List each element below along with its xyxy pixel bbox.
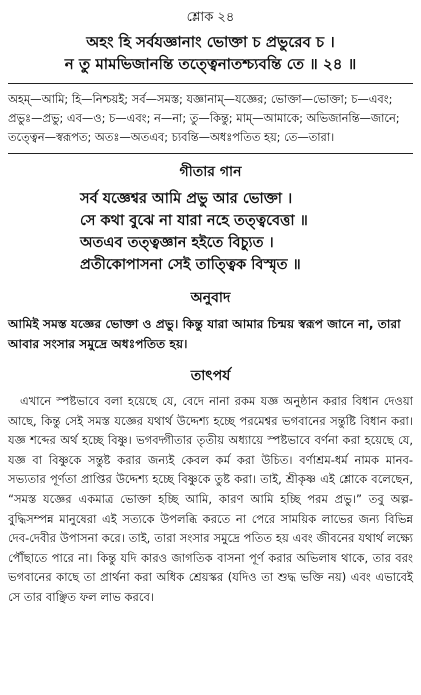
song-line-2: সে কথা বুঝে না যারা নহে তত্ত্ববেত্তা ॥ [80, 213, 308, 229]
translation-text: আমিই সমস্ত যজ্ঞের ভোক্তা ও প্রভু। কিন্তু যারা আমার চিন্ময় স্বরূপ জানে না, তারা আবার সংসার সমুদ্রে অধঃপতিত হয়। [8, 317, 401, 351]
song-title: গীতার গান [179, 164, 242, 180]
verse-line-1: অহং হি সর্বযজ্ঞানাং ভোক্তা চ প্রভুরেব চ । [86, 33, 335, 51]
purport-text [8, 392, 413, 608]
verse-number: শ্লোক ২৪ [186, 10, 235, 25]
verse-line-2: ন তু মামভিজানন্তি তত্ত্বেনাতশ্চ্যবন্তি তে ॥ ২৪ ॥ [64, 55, 357, 73]
synonyms-text: অহম্‌—আমি; হি—নিশ্চয়ই; সর্ব—সমস্ত; যজ্ঞানাম্‌—যজ্ঞের; ভোক্তা—ভোক্তা; চ—এবং; প্রভুঃ—প্রভু; এব—ও; চ—এবং; ন—না; তু—কিন্তু; মাম্‌—আমাকে; অভিজানন্তি—জানে; তত্ত্বেন—স্বরূপত; অতঃ—অতএব; চ্যবন্তি—অধঃপতিত হয়; তে—তারা। [8, 92, 400, 144]
purport-paragraph: এখানে স্পষ্টভাবে বলা হয়েছে যে, বেদে নানা রকম যজ্ঞ অনুষ্ঠান করার বিধান দেওয়া আছে, কিন্তু সেই সমস্ত যজ্ঞের যথার্থ উদ্দেশ্য হচ্ছে পরমেশ্বর ভগবানের সন্তুষ্টি বিধান করা। যজ্ঞ শব্দের অর্থ হচ্ছে বিষ্ণু। ভগবদ্গীতার তৃতীয় অধ্যায়ে স্পষ্টভাবে বর্ণনা করা হয়েছে যে, যজ্ঞ বা বিষ্ণুকে সন্তুষ্ট করার জন্যই কেবল কর্ম করা উচিত। বর্ণাশ্রম-ধর্ম নামক মানব-সভ্যতার পূর্ণতা প্রাপ্তির উদ্দেশ্য হচ্ছে বিষ্ণুকে তুষ্ট করা। তাই, শ্রীকৃষ্ণ এই শ্লোকে বলেছেন, “সমস্ত যজ্ঞের একমাত্র ভোক্তা হচ্ছি আমি, কারণ আমি হচ্ছি পরম প্রভু।” তবু অল্প-বুদ্ধিসম্পন্ন মানুষেরা এই সত্যকে উপলব্ধি করতে না পেরে সাময়িক লাভের জন্য বিভিন্ন দেব-দেবীর উপাসনা করে। তাই, তারা সংসার সমুদ্রে পতিত হয় এবং জীবনের যথার্থ লক্ষ্যে পৌঁছাতে পারে না। কিন্তু যদি কারও জাগতিক বাসনা পূর্ণ করার অভিলাষ থাকে, তার বরং ভগবানের কাছে তা প্রার্থনা করা অধিক শ্রেয়স্কর (যদিও তা শুদ্ধ ভক্তি নয়) এবং এভাবেই সে তার বাঞ্ছিত ফল লাভ করবে। [8, 394, 413, 604]
verse-block [8, 31, 413, 75]
song-line-1: সর্ব যজ্ঞেশ্বর আমি প্রভু আর ভোক্তা । [80, 191, 293, 207]
song-line-3: অতএব তত্ত্বজ্ঞান হইতে বিচ্যুত । [80, 235, 274, 251]
song-block [8, 188, 413, 276]
divider [8, 83, 413, 84]
purport-title: তাৎপর্য [190, 368, 231, 384]
translation-title: অনুবাদ [190, 290, 231, 306]
song-line-4: প্রতীকোপাসনা সেই তাত্ত্বিক বিস্মৃত ॥ [80, 257, 301, 273]
divider [8, 153, 413, 154]
